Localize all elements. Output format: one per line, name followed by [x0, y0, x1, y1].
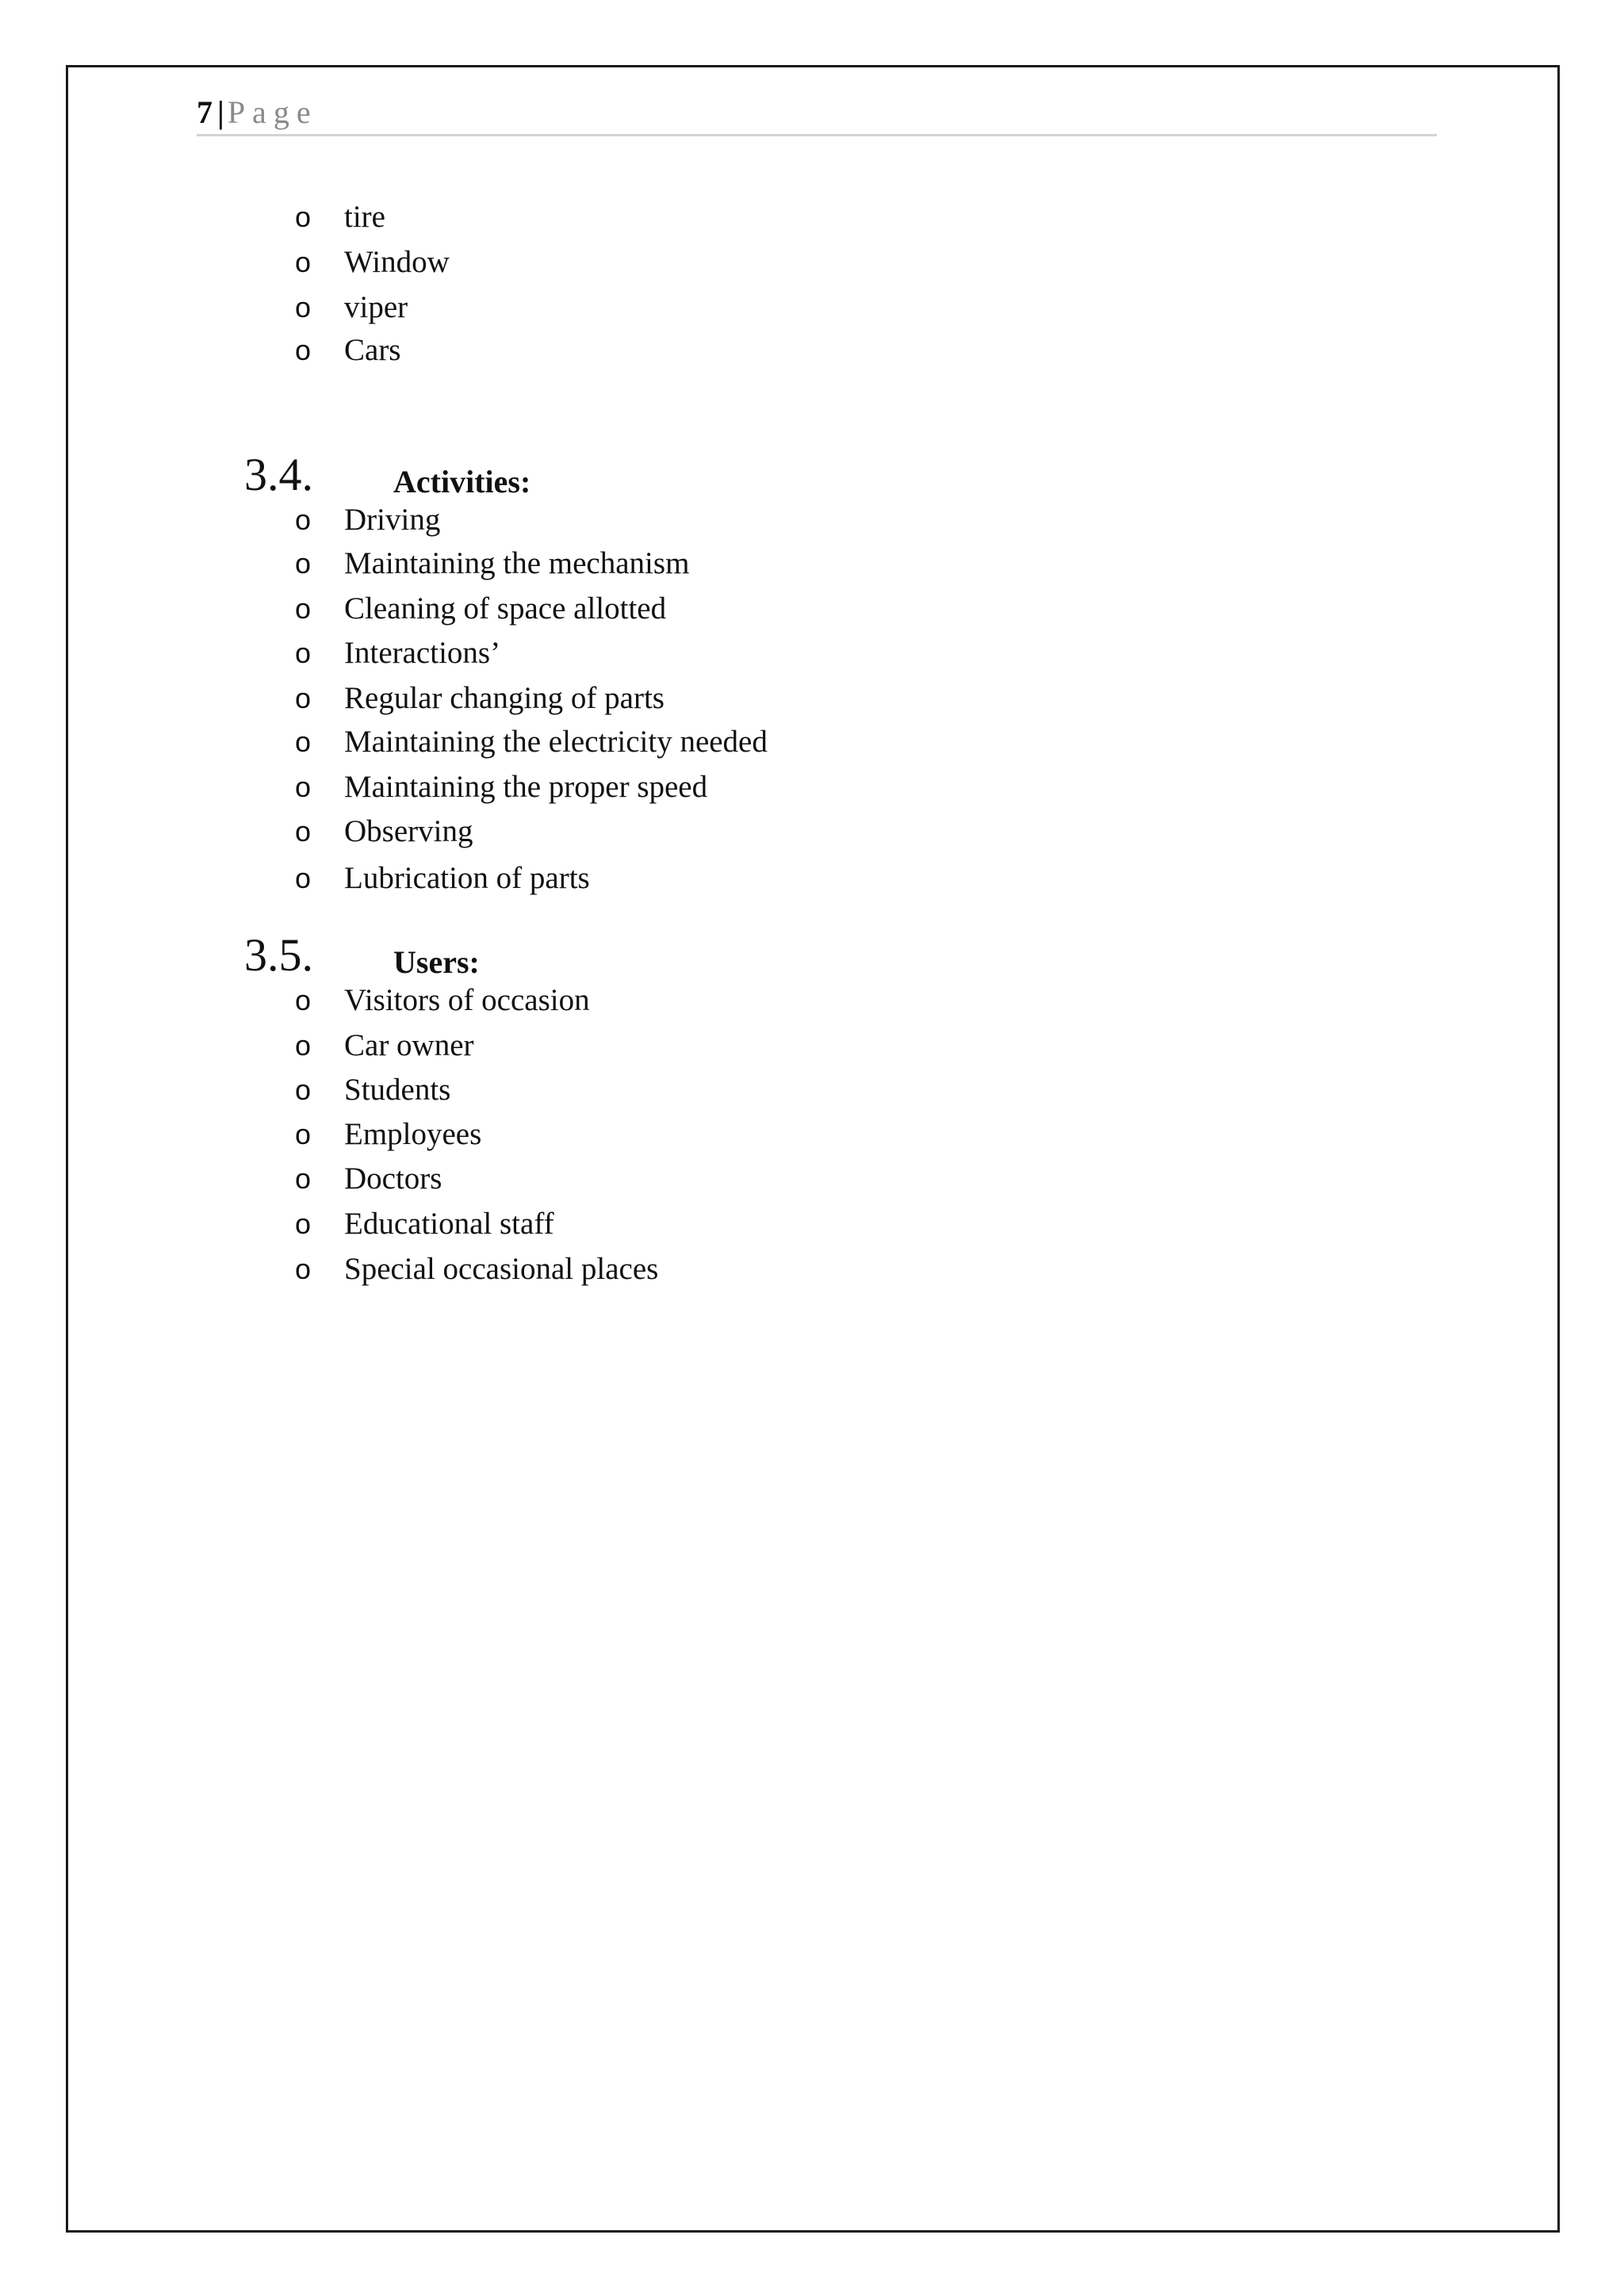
list-item-text: viper [344, 290, 408, 324]
list-item-text: Interactions’ [344, 636, 501, 670]
bullet-marker: o [295, 1253, 312, 1285]
bullet-marker: o [295, 815, 312, 848]
list-item-text: Doctors [344, 1161, 442, 1196]
list-item-text: Maintaining the proper speed [344, 770, 708, 804]
list-item-text: Regular changing of parts [344, 681, 665, 715]
bullet-marker: o [295, 725, 312, 758]
bullet-marker: o [295, 1207, 312, 1240]
bullet-marker: o [295, 682, 312, 714]
bullet-marker: o [295, 637, 312, 669]
list-item-text: Car owner [344, 1028, 474, 1062]
bullet-marker: o [295, 1162, 312, 1195]
list-item-text: Observing [344, 814, 473, 848]
page-label: Page [227, 94, 318, 130]
list-item-text: Maintaining the mechanism [344, 546, 690, 580]
bullet-marker: o [295, 984, 312, 1016]
list-item-text: Driving [344, 503, 441, 537]
list-item-text: Cars [344, 333, 401, 367]
list-item-text: Lubrication of parts [344, 861, 590, 895]
bullet-marker: o [295, 771, 312, 803]
bullet-marker: o [295, 246, 312, 278]
list-item-text: Educational staff [344, 1207, 554, 1241]
list-item-text: Maintaining the electricity needed [344, 725, 768, 759]
section-number: 3.5. [244, 929, 313, 981]
bullet-marker: o [295, 1029, 312, 1062]
bullet-marker: o [295, 547, 312, 580]
bullet-marker: o [295, 862, 312, 894]
section-title: Users: [393, 944, 480, 980]
page-number-separator: | [217, 94, 224, 130]
bullet-marker: o [295, 201, 312, 233]
bullet-marker: o [295, 503, 312, 536]
bullet-marker: o [295, 592, 312, 625]
list-item-text: Window [344, 245, 450, 279]
list-item-text: Special occasional places [344, 1252, 659, 1286]
page-header [197, 92, 1437, 136]
section-title: Activities: [393, 464, 531, 499]
list-item-text: Employees [344, 1117, 482, 1151]
list-item-text: Students [344, 1073, 451, 1107]
page-border [66, 65, 1560, 2233]
list-item-text: Visitors of occasion [344, 983, 590, 1017]
list-item-text: Cleaning of space allotted [344, 591, 667, 626]
bullet-marker: o [295, 334, 312, 366]
bullet-marker: o [295, 1073, 312, 1106]
page-number: 7 [197, 94, 213, 130]
section-number: 3.4. [244, 449, 313, 500]
list-item-text: tire [344, 200, 385, 234]
bullet-marker: o [295, 1118, 312, 1150]
page-header-text [197, 92, 318, 133]
bullet-marker: o [295, 291, 312, 323]
